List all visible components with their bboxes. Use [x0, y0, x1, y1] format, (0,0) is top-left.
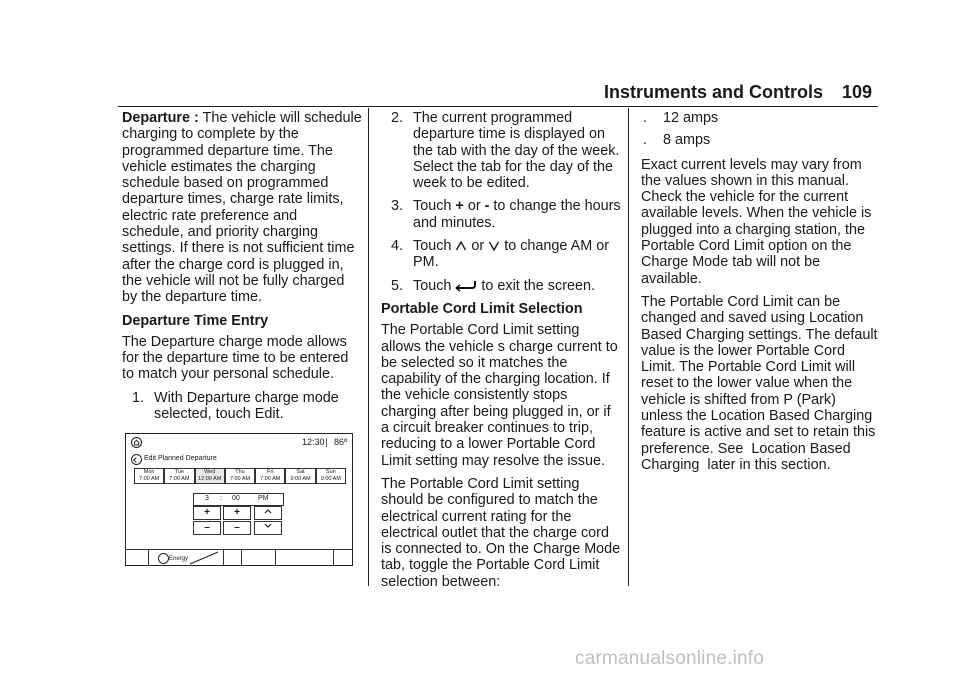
temperature: 86º — [334, 437, 348, 447]
list-item — [641, 132, 881, 148]
back-icon — [131, 454, 142, 465]
step-4 — [381, 238, 621, 271]
step-3 — [381, 198, 621, 231]
departure-label: Departure : — [122, 110, 199, 126]
back-arrow-icon — [455, 280, 477, 292]
time-adjust-buttons — [193, 506, 282, 534]
minute-value: 00 — [232, 495, 240, 502]
current-levels-paragraph: Exact current levels may vary from the values shown in this manual. Check the vehicle for the current available levels. When the vehicle is plugged into a charging station, the Portable Cord Limit option on the Charge Mode tab will not be available. — [641, 156, 872, 287]
step-text: or — [471, 238, 485, 255]
list-item — [641, 110, 881, 126]
hour-minus-button: – — [193, 521, 221, 535]
minute-plus-button: + — [223, 506, 251, 520]
step-text: The current programmed departure time is displayed on the tab with the day of the week. Select the tab for the day of the week to be edited. — [413, 110, 620, 192]
portable-cord-para-1: The Portable Cord Limit setting allows the vehicle s charge current to be selected so it matches the capability of the charging location. If the vehicle consistently stops charging after being plugged in, or if a circuit breaker continues to trip, reducing to a lower Portable Cord Limit setting may resolve the issue. — [381, 322, 618, 469]
step-text: or — [467, 198, 481, 215]
departure-intro: The Departure charge mode allows for the departure time to be entered to match your personal schedule. — [122, 333, 349, 383]
step-number: 1. — [132, 389, 145, 406]
chevron-up-icon — [263, 507, 273, 515]
tab-sun: Sun 9:00 AM — [316, 468, 346, 484]
step-text: to change AM or PM. — [413, 238, 609, 271]
chevron-down-icon — [263, 522, 273, 530]
step-2 — [381, 110, 621, 191]
portable-cord-para-2: The Portable Cord Limit setting should be configured to match the electrical current rating for the electrical outlet that the charge cord is connected to. On the Charge Mode tab, toggle the Portable Cord Limit selection between: — [381, 475, 621, 590]
step-text: Touch — [413, 277, 452, 294]
hour-plus-button: + — [193, 506, 221, 520]
step-5 — [381, 278, 621, 294]
watermark: carmanualsonline.info — [575, 648, 765, 669]
section-title: Instruments and Controls — [604, 82, 824, 102]
hour-value: 3 — [205, 495, 209, 502]
tab-wed: Wed 12:00 AM — [195, 468, 225, 484]
header-rule — [118, 106, 878, 107]
page-number: 109 — [842, 82, 873, 102]
ampm-down-button — [254, 521, 282, 535]
column-2 — [381, 110, 621, 597]
portable-cord-heading: Portable Cord Limit Selection — [381, 300, 583, 317]
column-3 — [641, 110, 881, 480]
step-text: Touch — [413, 198, 452, 215]
chevron-up-icon — [455, 240, 467, 252]
bottom-segment — [126, 550, 149, 566]
step-text: to change the hours and minutes. — [413, 198, 621, 231]
bottom-segment — [241, 550, 276, 566]
step-text: With Departure charge mode selected, touch Edit. — [154, 389, 339, 423]
tab-thu: Thu 7:00 AM — [225, 468, 255, 484]
bottom-bar — [126, 549, 352, 566]
tab-mon: Mon 7:00 AM — [134, 468, 164, 484]
bullet-text: 12 amps — [663, 110, 719, 126]
status-bar — [126, 434, 352, 451]
day-tabs — [134, 468, 346, 484]
time-picker-display — [193, 493, 284, 506]
minus-symbol: - — [484, 198, 490, 215]
step-text: to exit the screen. — [481, 277, 595, 294]
time-colon: : — [220, 495, 222, 502]
departure-time-entry-heading: Departure Time Entry — [122, 312, 269, 329]
minute-minus-button: – — [223, 521, 251, 535]
step-number: 4. — [391, 238, 404, 255]
infotainment-screenshot — [125, 433, 353, 566]
location-based-paragraph: The Portable Cord Limit can be changed and saved using Location Based Charging settings. The default value is the lower Portable Cord Limit. The Portable Cord Limit will reset to the lower value when the vehicle is shifted from P (Park) unless the Location Based Charging feature is active and set to retain this preference. See Location Based Charging later in this section. — [641, 293, 878, 473]
bullet-marker: . — [643, 132, 647, 149]
home-icon — [131, 437, 142, 448]
tab-fri: Fri 7:00 AM — [255, 468, 285, 484]
energy-icon — [158, 553, 169, 564]
ampm-up-button — [254, 506, 282, 520]
plus-symbol: + — [455, 198, 464, 215]
column-divider-right — [628, 108, 629, 586]
page-header — [0, 78, 960, 108]
column-1 — [122, 110, 362, 429]
step-number: 2. — [391, 110, 404, 126]
departure-text: The vehicle will schedule charging to complete by the programmed departure time. The vehicle estimates the charging schedule based on programmed departure times, charge rate limits, electric rate preference and schedule, and priority charging settings. If there is not sufficient time after the charge cord is plugged in, the vehicle will not be fully charged by the departure time. — [122, 110, 362, 306]
clock: 12:30 — [302, 437, 325, 447]
bullet-text: 8 amps — [663, 132, 711, 149]
bullet-marker: . — [643, 110, 647, 126]
power-flow-icon — [184, 551, 224, 565]
step-text: Touch — [413, 238, 452, 255]
departure-paragraph — [122, 110, 362, 306]
status-separator — [326, 438, 327, 447]
ampm-value: PM — [258, 495, 269, 502]
screen-title: Edit Planned Departure — [144, 455, 217, 462]
bottom-segment — [275, 550, 334, 566]
chevron-down-icon — [488, 240, 500, 252]
step-number: 3. — [391, 198, 404, 215]
step-1 — [122, 390, 362, 423]
column-divider-left — [368, 108, 369, 586]
tab-tue: Tue 7:00 AM — [164, 468, 194, 484]
energy-label: Energy — [169, 556, 189, 562]
step-number: 5. — [391, 277, 404, 294]
tab-sat: Sat 9:00 AM — [285, 468, 315, 484]
bottom-segment — [223, 550, 242, 566]
